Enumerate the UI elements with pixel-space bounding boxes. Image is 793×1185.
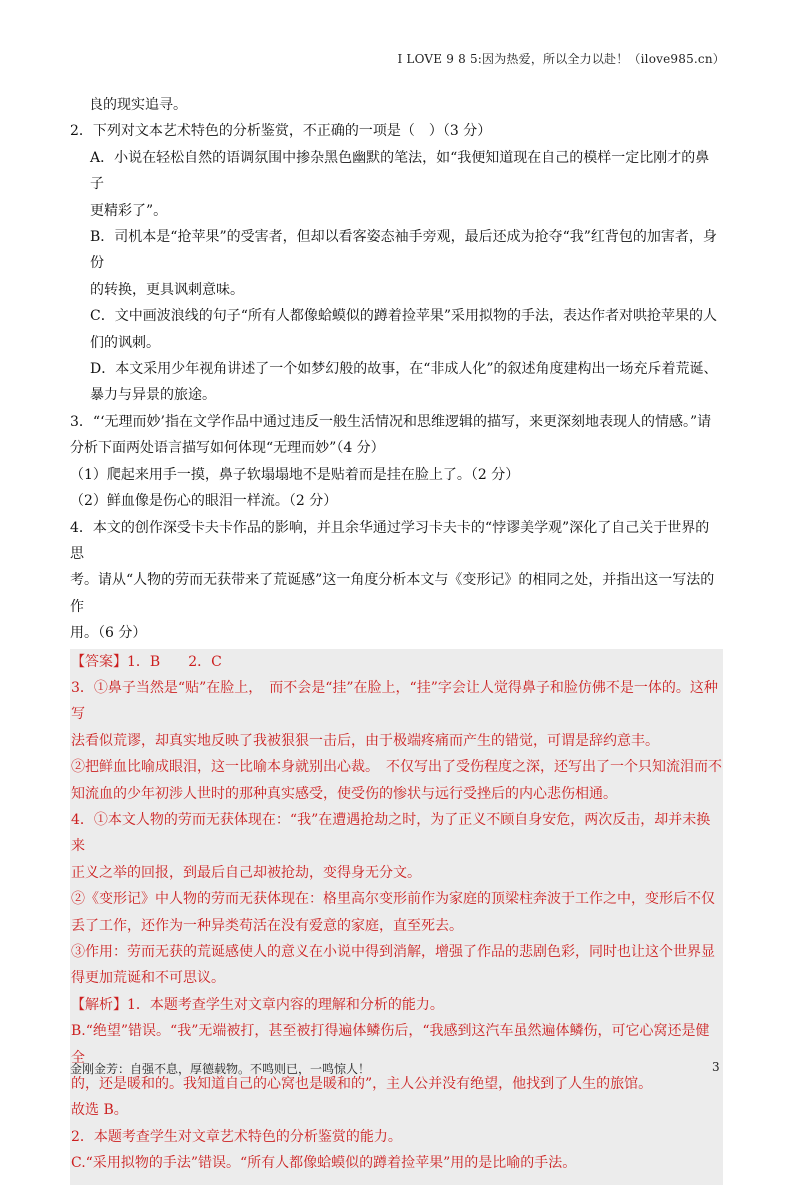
answer-line: 4．①本文人物的劳而无获体现在：“我”在遭遇抢劫之时，为了正义不顾自身安危，两次反击，却并未换来 xyxy=(71,811,711,855)
answer-line: ③作用：劳而无获的荒诞感使人的意义在小说中得到消解，增强了作品的悲剧色彩，同时也让这个世界显 xyxy=(71,944,715,960)
question-3-stem: 3．“‘无理而妙’指在文学作品中通过违反一般生活情况和思维逻辑的描写，来更深刻地表现人的情感。”请 xyxy=(70,413,712,430)
page-content xyxy=(70,92,723,1185)
option-b: B．司机本是“抢苹果”的受害者，但却以看客姿态袖手旁观，最后还成为抢夺“我”红背包的加害者，身份 xyxy=(90,229,717,272)
question-4-stem: 4．本文的创作深受卡夫卡作品的影响，并且余华通过学习卡夫卡的“悖谬美学观”深化了自己关于世界的思 xyxy=(70,519,710,562)
question-3-sub-1: （1）爬起来用手一摸，鼻子软塌塌地不是贴着而是挂在脸上了。（2 分） xyxy=(70,466,520,483)
analysis-line: 2．本题考查学生对文章艺术特色的分析鉴赏的能力。 xyxy=(71,1128,402,1145)
option-c-cont: 们的讽刺。 xyxy=(90,334,160,351)
analysis-line: 【解析】1．本题考查学生对文章内容的理解和分析的能力。 xyxy=(71,996,444,1013)
analysis-line: C.“采用拟物的手法”错误。“所有人都像蛤蟆似的蹲着捡苹果”用的是比喻的手法。 xyxy=(71,1155,577,1172)
option-d: D．本文采用少年视角讲述了一个如梦幻般的故事，在“非成人化”的叙述角度建构出一场充斥着荒诞、 xyxy=(90,361,718,378)
option-a-cont: 更精彩了”。 xyxy=(90,202,168,219)
option-d-cont: 暴力与异景的旅途。 xyxy=(90,387,216,404)
answer-line: 3．①鼻子当然是“贴”在脸上， 而不会是“挂”在脸上，“挂”字会让人觉得鼻子和脸仿佛不是一体的。这种写 xyxy=(71,679,718,723)
question-2-stem: 2．下列对文本艺术特色的分析鉴赏，不正确的一项是（ ）（3 分） xyxy=(70,123,492,140)
answer-line: 知流血的少年初涉人世时的那种真实感受，使受伤的惨状与远行受挫后的内心悲伤相通。 xyxy=(71,785,617,802)
answer-line: 正义之举的回报，到最后自己却被抢劫，变得身无分文。 xyxy=(71,864,421,881)
answer-line: 丢了工作，还作为一种异类苟活在没有爱意的家庭，直至死去。 xyxy=(71,917,463,934)
page-number: 3 xyxy=(712,1060,720,1074)
text-line: 良的现实追寻。 xyxy=(89,97,187,113)
analysis-line: 的，还是暖和的。我知道自己的心窝也是暖和的”，主人公并没有绝望，他找到了人生的旅馆。 xyxy=(71,1076,653,1093)
answer-line: ②把鲜血比喻成眼泪，这一比喻本身就别出心裁。 不仅写出了受伤程度之深，还写出了一个只知流泪而不 xyxy=(71,759,722,776)
answer-line: ②《变形记》中人物的劳而无获体现在：格里高尔变形前作为家庭的顶梁柱奔波于工作之中，变形后不仅 xyxy=(71,891,715,908)
analysis-line: 故选 B。 xyxy=(71,1102,128,1119)
option-c: C．文中画波浪线的句子“所有人都像蛤蟆似的蹲着捡苹果”采用拟物的手法，表达作者对哄抢苹果的人 xyxy=(90,308,718,325)
question-4-stem-end: 用。（6 分） xyxy=(70,625,147,642)
footer-motto: 金刚金芳：自强不息，厚德载物。不鸣则已，一鸣惊人！ xyxy=(70,1062,371,1076)
option-a: A．小说在轻松自然的语调氛围中掺杂黑色幽默的笔法，如“我便知道现在自己的模样一定比刚才的鼻子 xyxy=(90,149,710,193)
page-header: I LOVE 9 8 5:因为热爱，所以全力以赴！（ilove985.cn） xyxy=(397,52,725,66)
answer-box xyxy=(70,649,723,1185)
answer-line: 【答案】1．B 2．C xyxy=(71,653,222,670)
question-3-stem-cont: 分析下面两处语言描写如何体现“无理而妙”（4 分） xyxy=(70,440,385,457)
answer-line: 法看似荒谬，却真实地反映了我被狠狠一击后，由于极端疼痛而产生的错觉，可谓是辞约意丰。 xyxy=(71,732,659,749)
analysis-line: B.“绝望”错误。“我”无端被打，甚至被打得遍体鳞伤后，“我感到这汽车虽然遍体鳞伤，可它心窝还是健全 xyxy=(71,1023,710,1066)
question-3-sub-2: （2）鲜血像是伤心的眼泪一样流。（2 分） xyxy=(70,493,338,510)
question-4-stem-cont: 考。请从“人物的劳而无获带来了荒诞感”这一角度分析本文与《变形记》的相同之处，并指出这一写法的作 xyxy=(70,572,715,615)
option-b-cont: 的转换，更具讽刺意味。 xyxy=(90,281,244,298)
answer-line: 得更加荒诞和不可思议。 xyxy=(71,970,225,987)
